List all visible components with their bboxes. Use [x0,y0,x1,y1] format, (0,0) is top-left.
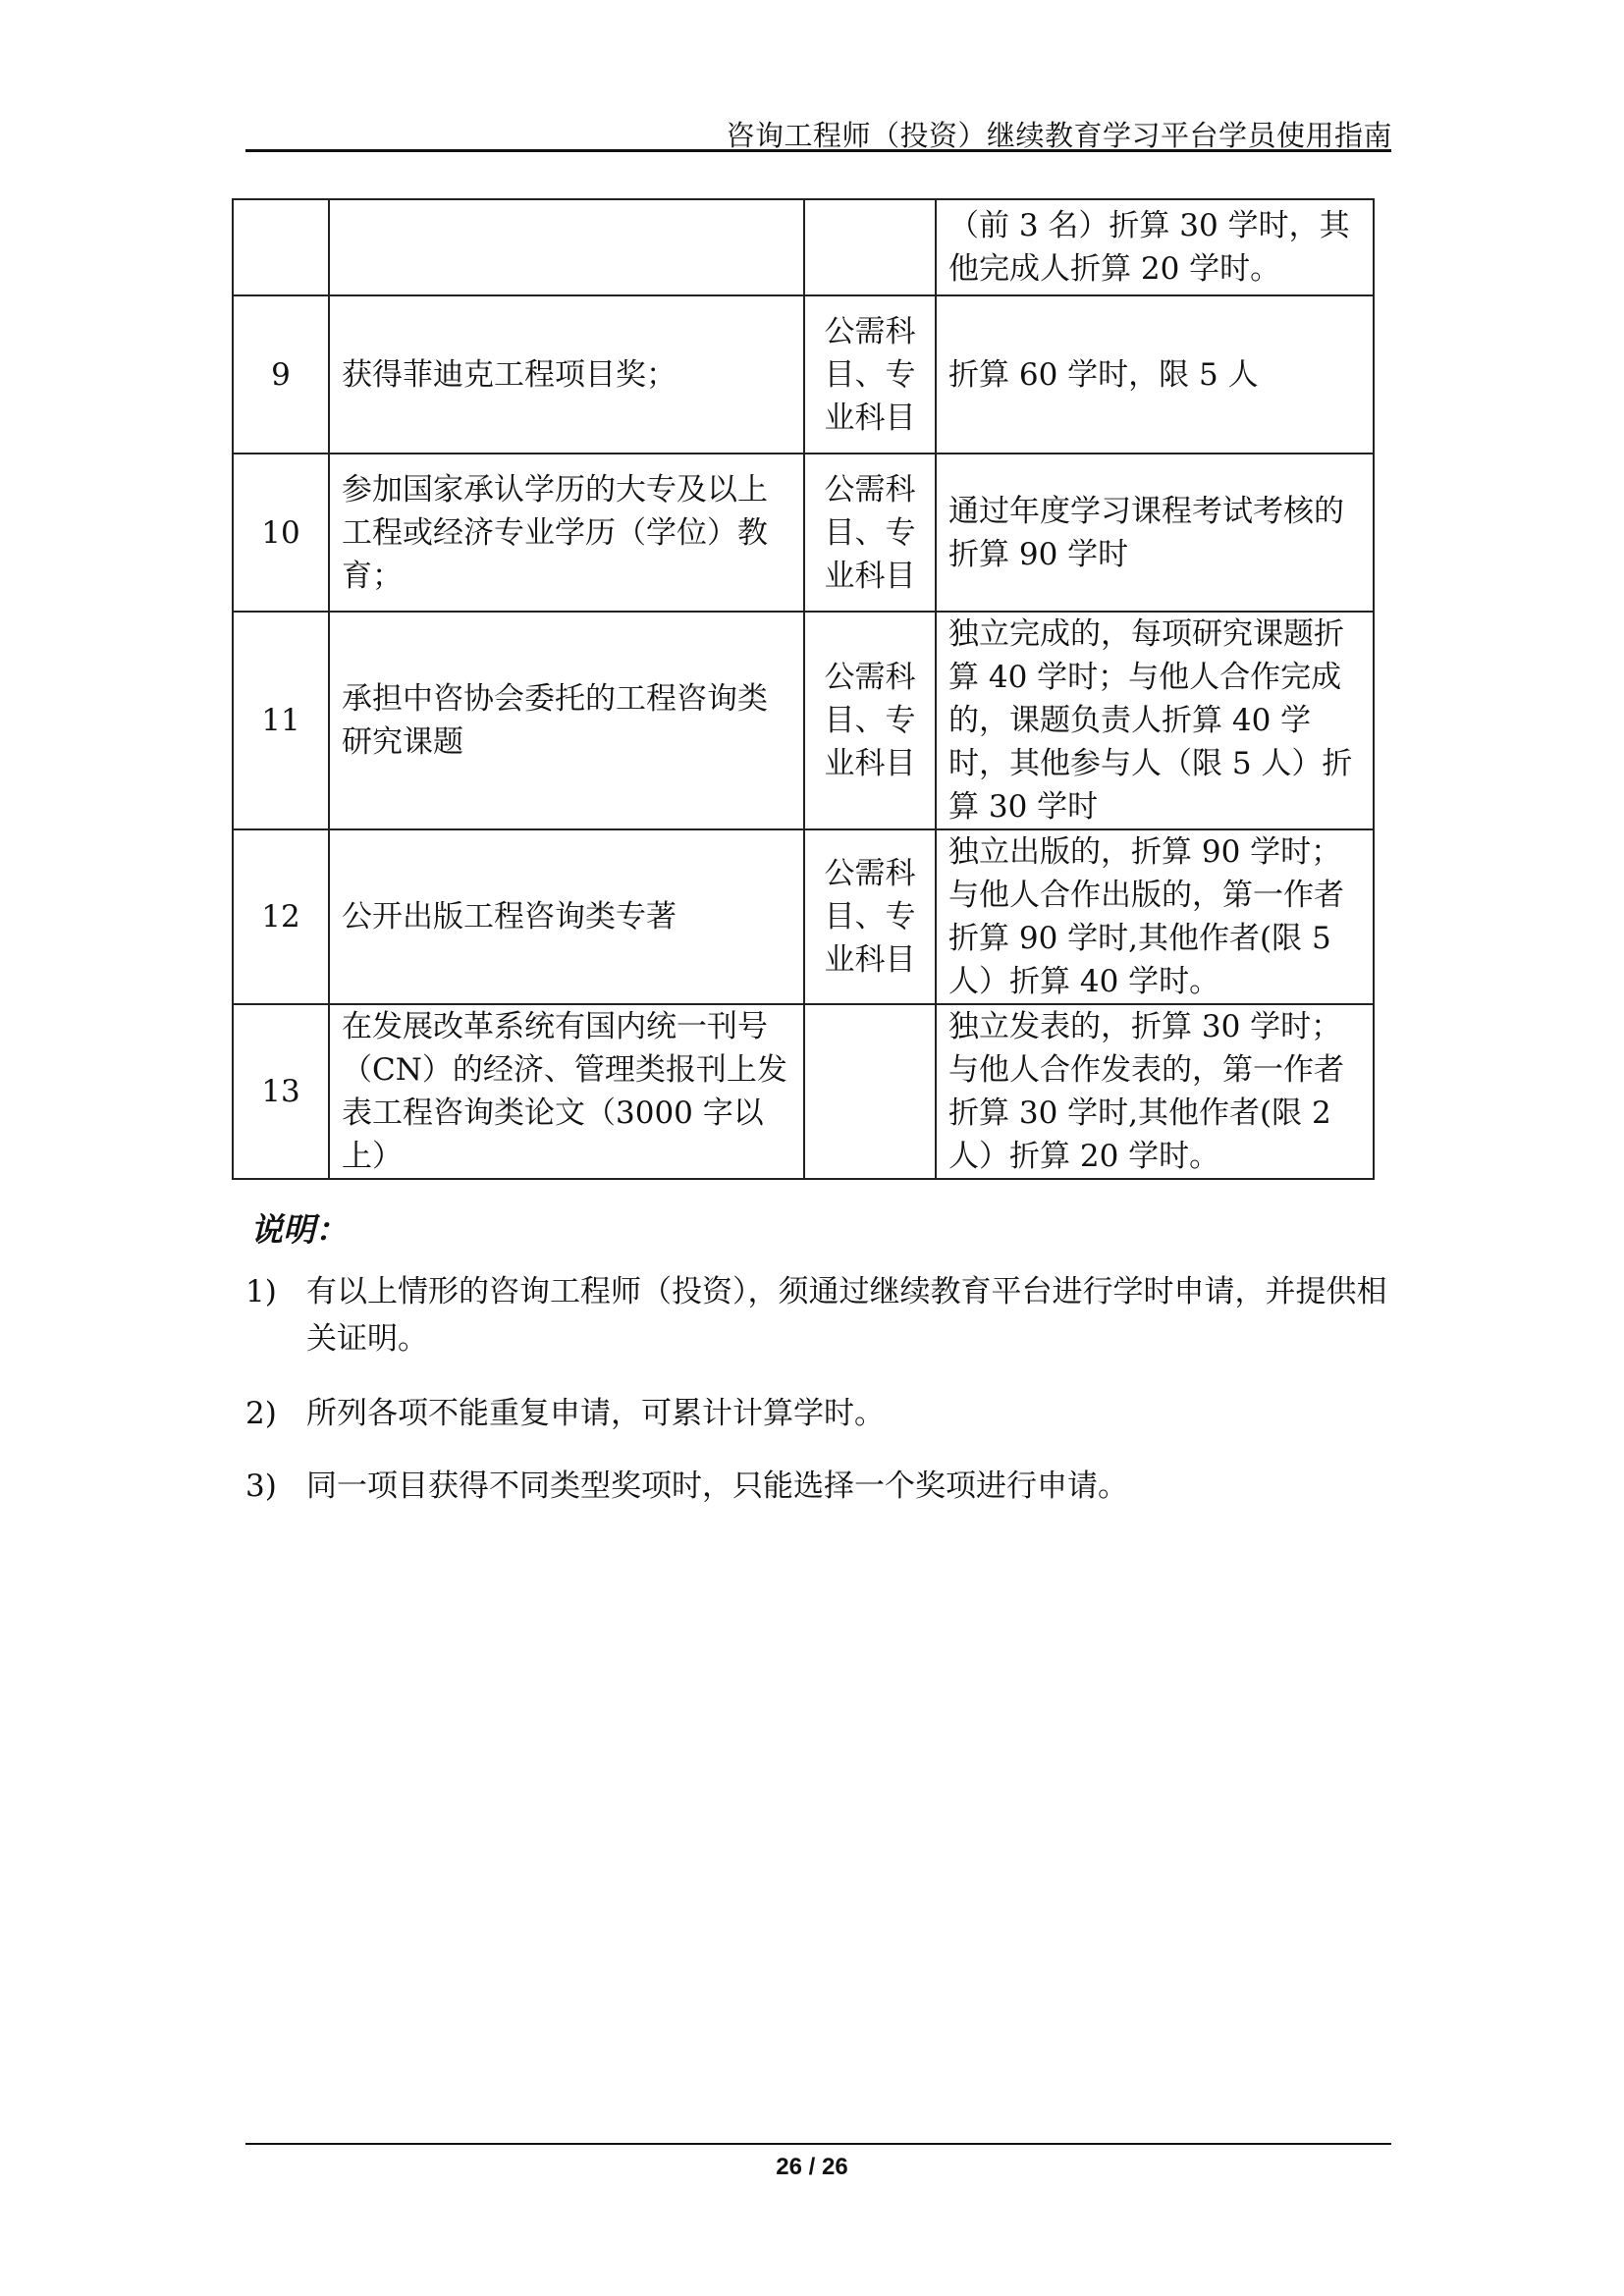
table-row [233,454,1374,612]
row-rule: 独立出版的，折算 90 学时；与他人合作出版的，第一作者折算 90 学时,其他作者(限 5 人）折算 40 学时。 [936,829,1374,1004]
notes-title: 说明： [250,1210,348,1249]
study-hours-table [232,198,1375,1180]
row-category [804,199,936,295]
note-item [245,1390,1394,1437]
row-number: 10 [233,454,329,612]
note-number: 1) [245,1274,277,1309]
row-item: 在发展改革系统有国内统一刊号（CN）的经济、管理类报刊上发表工程咨询类论文（3000 字以上） [329,1004,804,1179]
row-item: 承担中咨协会委托的工程咨询类研究课题 [329,612,804,829]
table-row [233,829,1374,1004]
row-item: 获得菲迪克工程项目奖； [329,295,804,454]
document-header-title: 咨询工程师（投资）继续教育学习平台学员使用指南 [726,119,1392,152]
row-number: 11 [233,612,329,829]
note-item [245,1463,1394,1510]
row-number: 9 [233,295,329,454]
table-row [233,199,1374,295]
row-number: 12 [233,829,329,1004]
row-item [329,199,804,295]
note-text: 所列各项不能重复申请，可累计计算学时。 [306,1396,885,1431]
note-item [245,1268,1394,1362]
note-number: 3) [245,1468,277,1504]
row-rule: 通过年度学习课程考试考核的折算 90 学时 [936,454,1374,612]
note-text: 有以上情形的咨询工程师（投资），须通过继续教育平台进行学时申请，并提供相关证明。 [306,1274,1387,1357]
row-item: 公开出版工程咨询类专著 [329,829,804,1004]
footer-divider [245,2143,1391,2145]
row-rule: 折算 60 学时，限 5 人 [936,295,1374,454]
row-category: 公需科目、专业科目 [804,612,936,829]
table-row [233,295,1374,454]
table-row [233,612,1374,829]
note-number: 2) [245,1396,277,1431]
note-text: 同一项目获得不同类型奖项时，只能选择一个奖项进行申请。 [306,1468,1128,1504]
row-category [804,1004,936,1179]
row-rule: 独立完成的，每项研究课题折算 40 学时；与他人合作完成的，课题负责人折算 40 学时，其他参与人（限 5 人）折算 30 学时 [936,612,1374,829]
row-category: 公需科目、专业科目 [804,295,936,454]
row-rule: （前 3 名）折算 30 学时，其他完成人折算 20 学时。 [936,199,1374,295]
row-number [233,199,329,295]
row-number: 13 [233,1004,329,1179]
table-row [233,1004,1374,1179]
page-number: 26 / 26 [776,2154,848,2180]
row-item: 参加国家承认学历的大专及以上工程或经济专业学历（学位）教育； [329,454,804,612]
row-category: 公需科目、专业科目 [804,454,936,612]
row-category: 公需科目、专业科目 [804,829,936,1004]
row-rule: 独立发表的，折算 30 学时；与他人合作发表的，第一作者折算 30 学时,其他作者(限 2 人）折算 20 学时。 [936,1004,1374,1179]
header-divider [245,149,1391,152]
